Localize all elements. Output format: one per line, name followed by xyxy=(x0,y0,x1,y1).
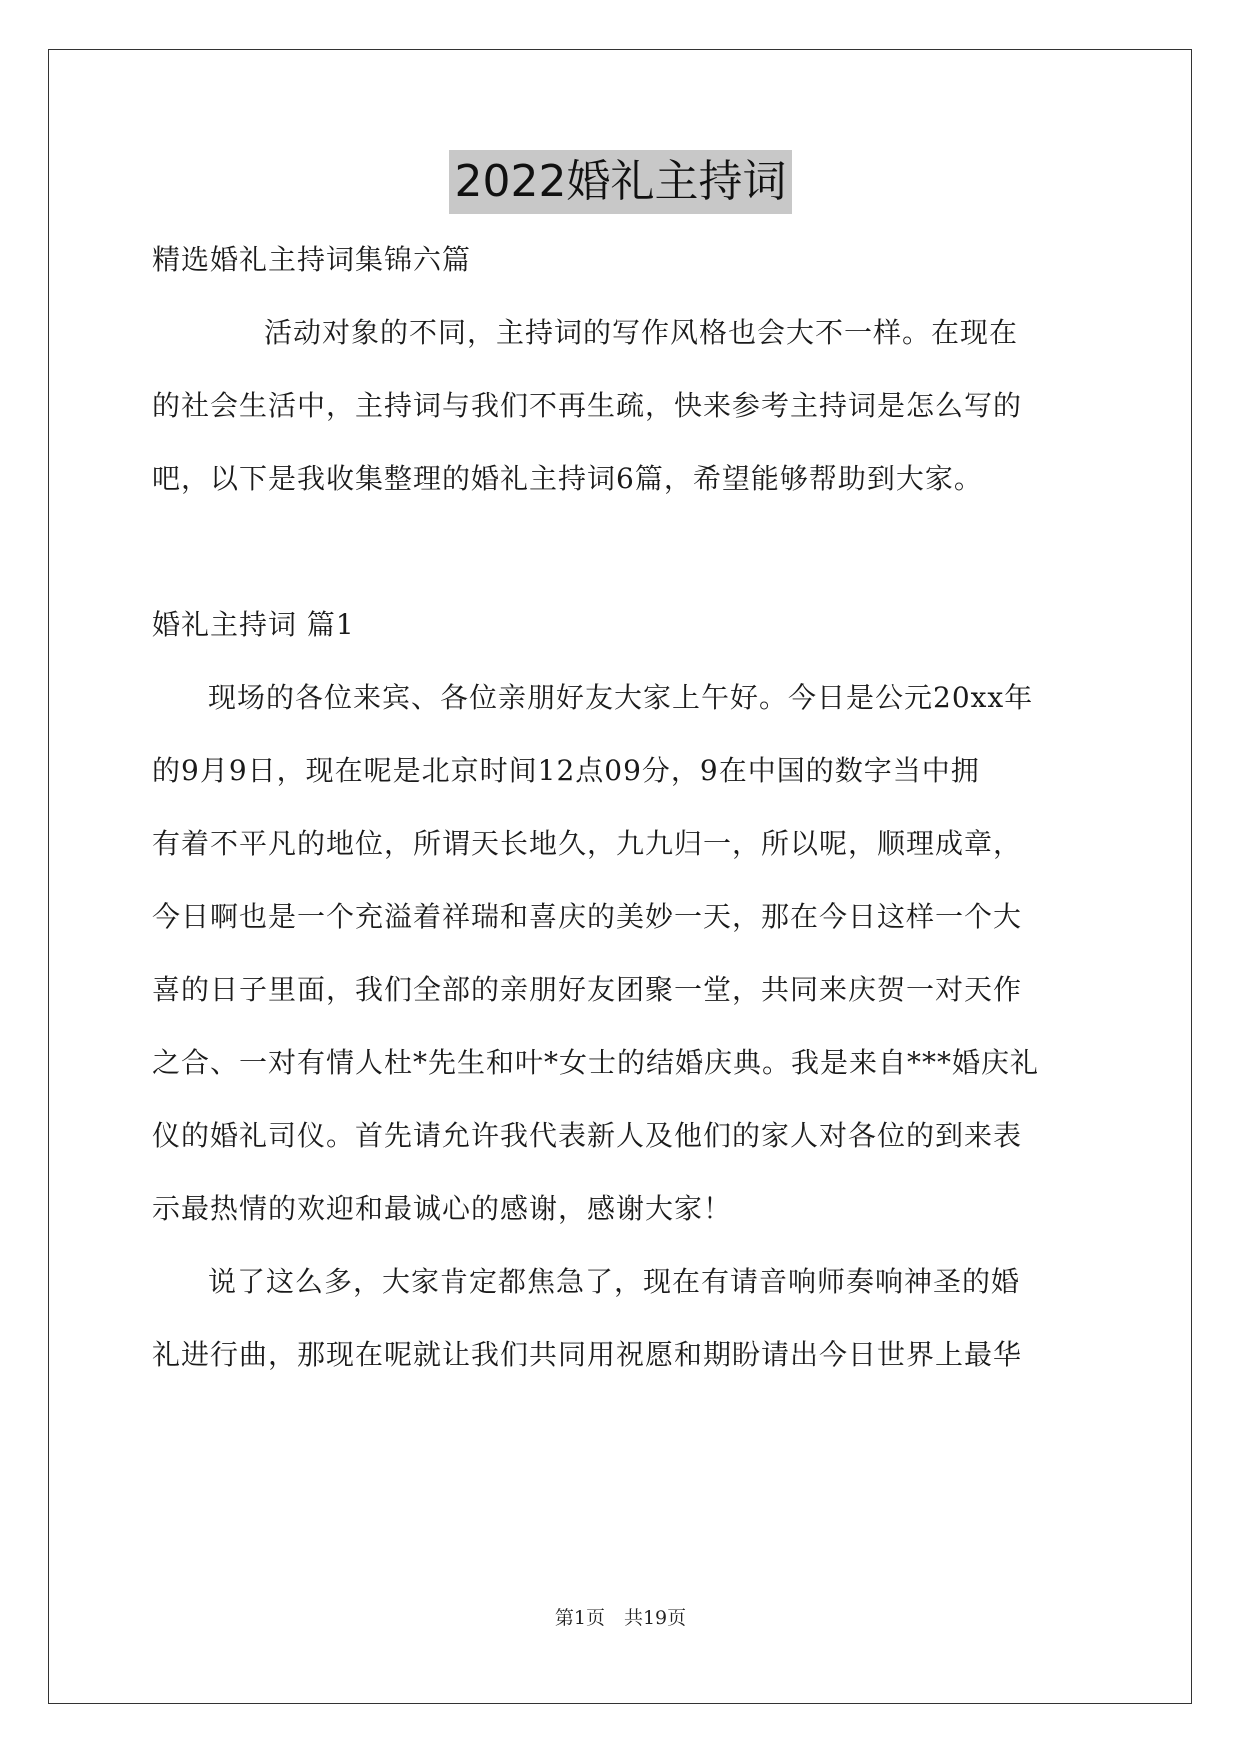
body-line-5: 喜的日子里面，我们全部的亲朋好友团聚一堂，共同来庆贺一对天作 xyxy=(152,973,1023,1006)
document-subtitle: 精选婚礼主持词集锦六篇 xyxy=(152,243,472,276)
body-line-7: 仪的婚礼司仪。首先请允许我代表新人及他们的家人对各位的到来表 xyxy=(152,1119,1023,1152)
body-line-3: 有着不平凡的地位，所谓天长地久，九九归一，所以呢，顺理成章， xyxy=(152,827,1023,860)
body-line-1: 现场的各位来宾、各位亲朋好友大家上午好。今日是公元20xx年 xyxy=(208,681,1034,714)
page-footer: 第1页 共19页 xyxy=(554,1607,687,1629)
section-heading: 婚礼主持词 篇1 xyxy=(152,608,355,641)
body-line-6: 之合、一对有情人杜*先生和叶*女士的结婚庆典。我是来自***婚庆礼 xyxy=(152,1046,1040,1079)
page-border xyxy=(48,49,1192,1704)
body-line-8: 示最热情的欢迎和最诚心的感谢，感谢大家！ xyxy=(152,1192,733,1225)
body-line-2: 的9月9日，现在呢是北京时间12点09分，9在中国的数字当中拥 xyxy=(152,754,980,787)
body-line-4: 今日啊也是一个充溢着祥瑞和喜庆的美妙一天，那在今日这样一个大 xyxy=(152,900,1023,933)
body-line-10: 礼进行曲，那现在呢就让我们共同用祝愿和期盼请出今日世界上最华 xyxy=(152,1338,1023,1371)
document-title: 2022婚礼主持词 xyxy=(449,150,793,214)
intro-line-3: 吧，以下是我收集整理的婚礼主持词6篇，希望能够帮助到大家。 xyxy=(152,462,983,495)
intro-line-1: 活动对象的不同，主持词的写作风格也会大不一样。在现在 xyxy=(264,316,1019,349)
intro-line-2: 的社会生活中，主持词与我们不再生疏，快来参考主持词是怎么写的 xyxy=(152,389,1023,422)
title-container xyxy=(0,150,1241,214)
body-line-9: 说了这么多，大家肯定都焦急了，现在有请音响师奏响神圣的婚 xyxy=(208,1265,1021,1298)
